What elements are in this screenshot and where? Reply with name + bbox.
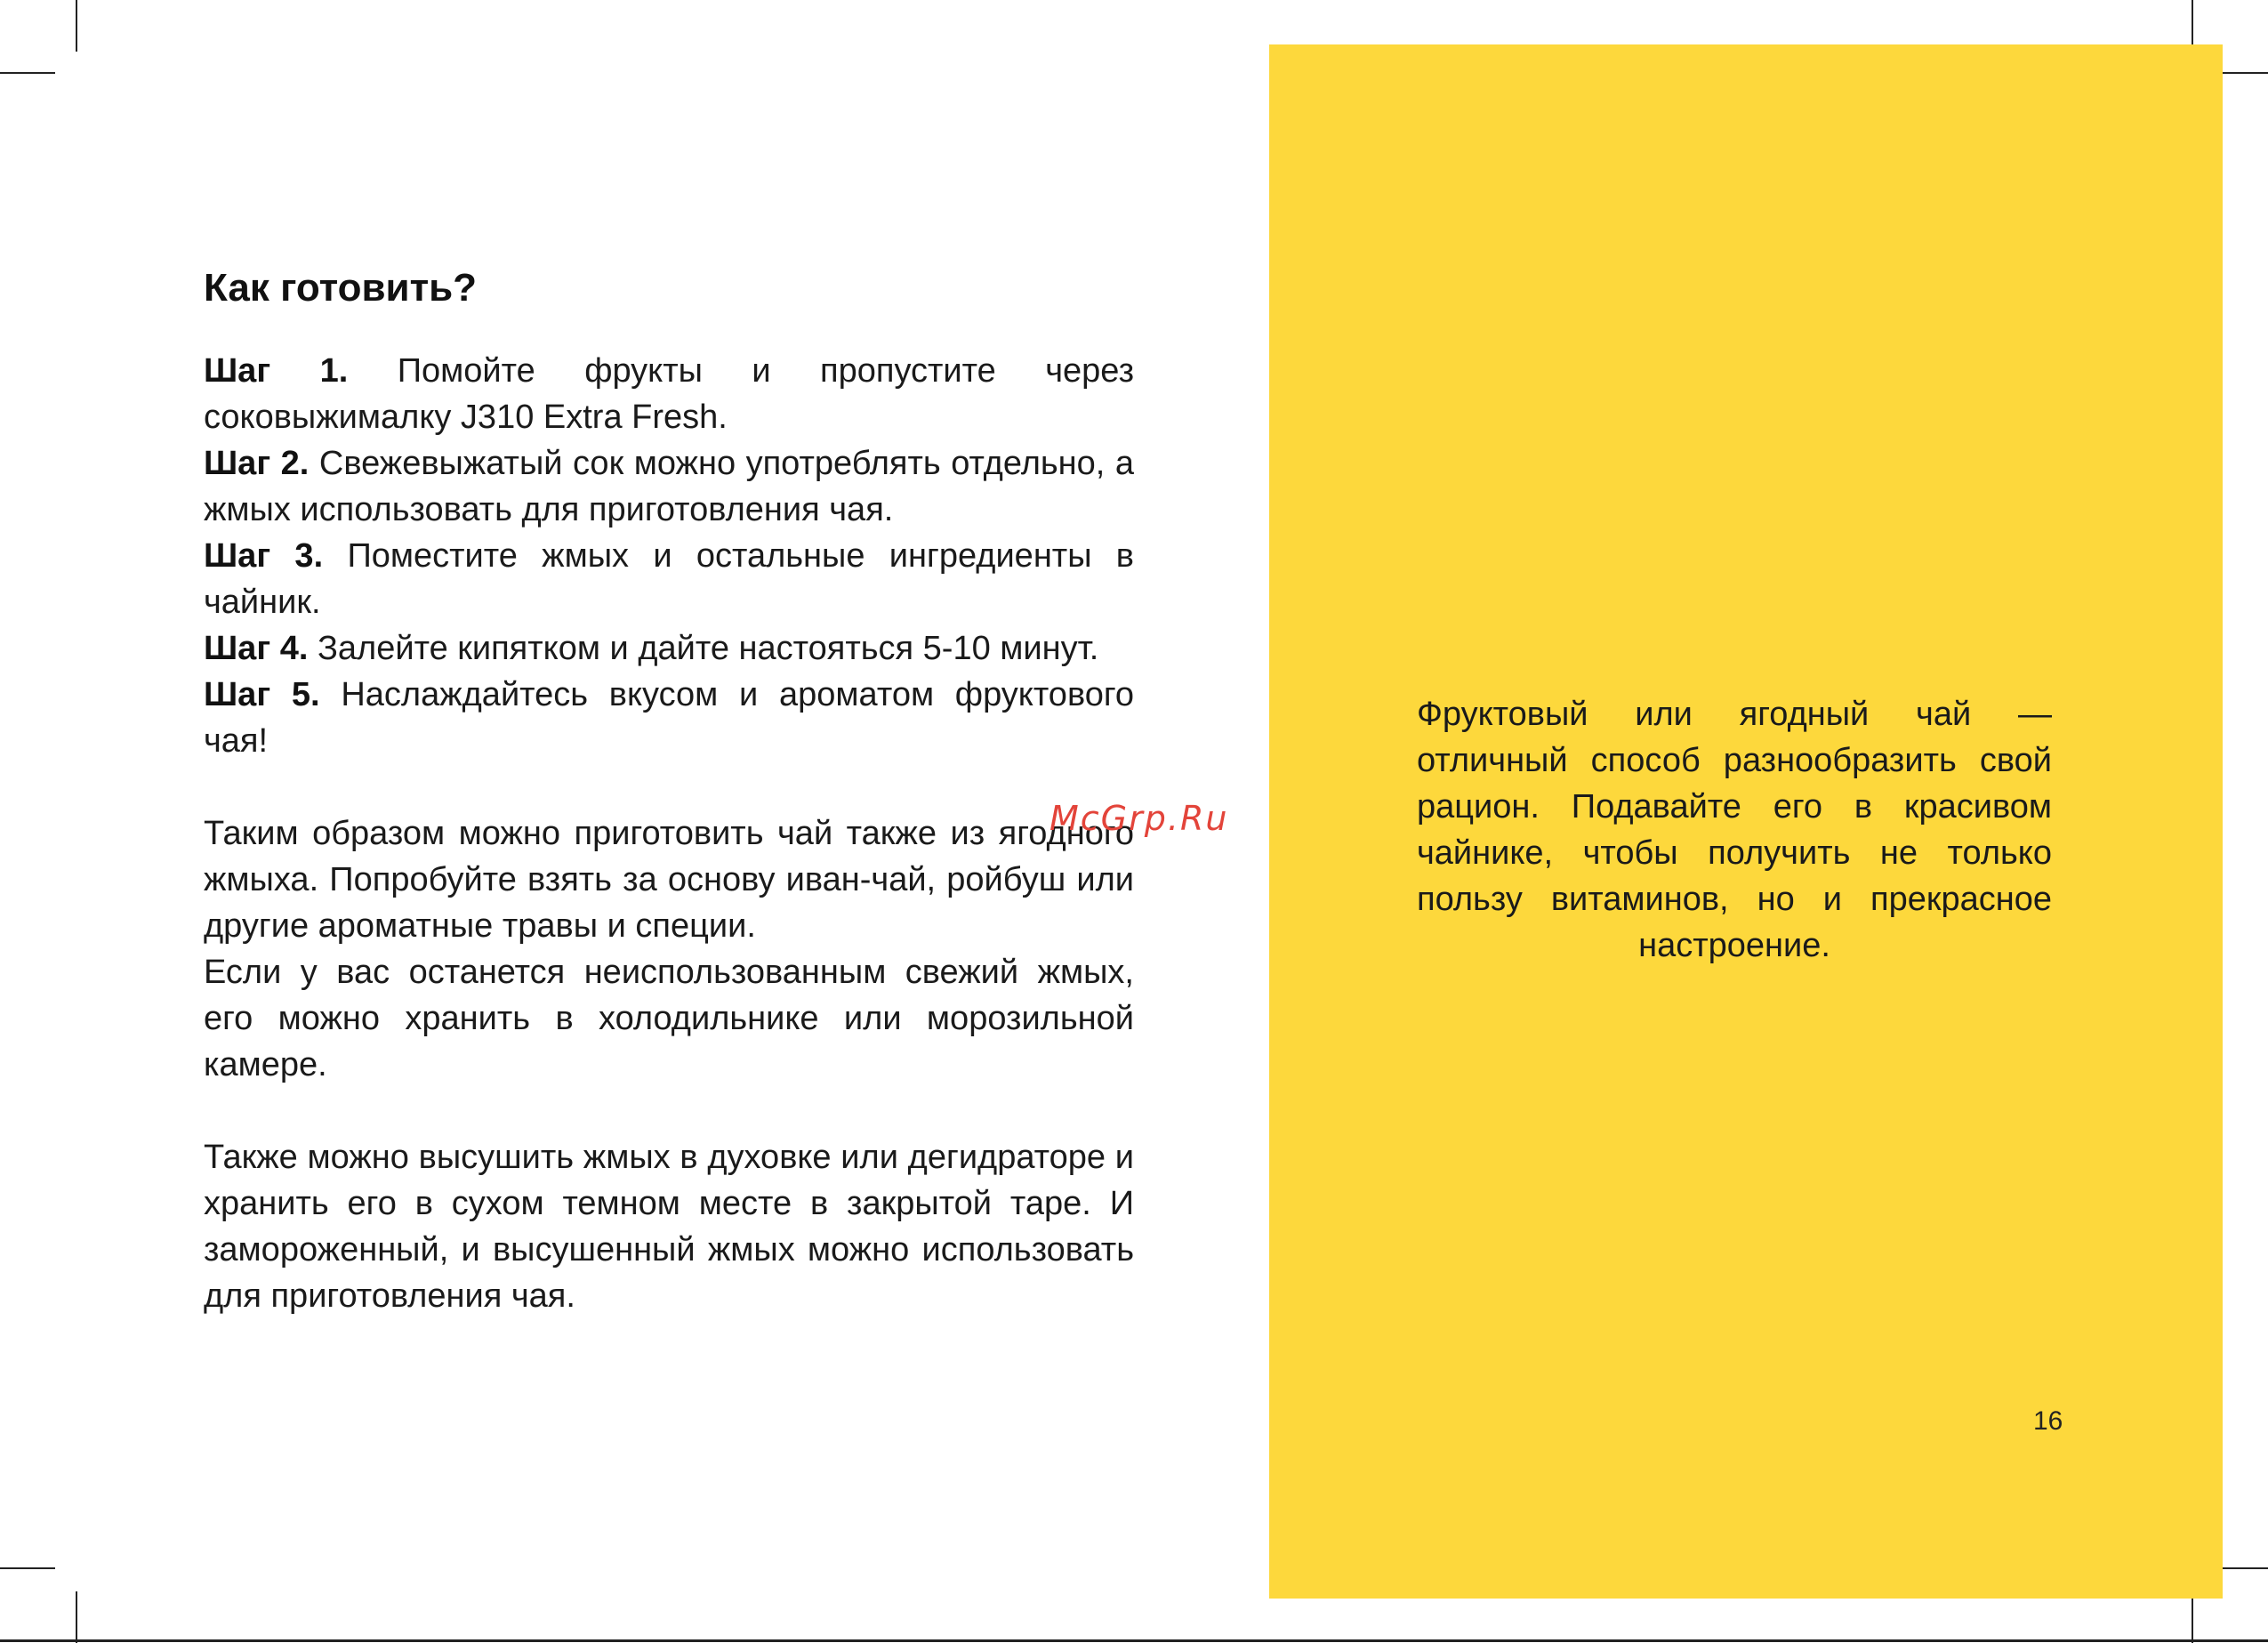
step-label: Шаг 4.: [204, 630, 309, 667]
quote-text: Фруктовый или ягодный чай — отличный способ разнообразить свой рацион. Подавайте его в красивом чайнике, чтобы получить не только пользу витаминов, но и прекрасное настроение.: [1417, 696, 2052, 964]
bottom-rule: [0, 1639, 2268, 1642]
paragraph-gap: [204, 1088, 1134, 1134]
step-text: Поместите жмых и остальные ингредиенты в чайник.: [204, 537, 1134, 621]
watermark: McGrp.Ru: [1050, 799, 1229, 838]
paragraph-storage: Если у вас останется неиспользованным свежий жмых, его можно хранить в холодильнике или морозильной камере.: [204, 954, 1134, 1083]
step-label: Шаг 5.: [204, 676, 320, 713]
step-4: [204, 625, 1134, 672]
crop-mark: [0, 1567, 55, 1569]
crop-mark: [76, 0, 77, 52]
crop-mark: [2192, 1591, 2193, 1643]
paragraph-drying: Также можно высушить жмых в духовке или дегидраторе и хранить его в сухом темном месте в закрытой таре. И замороженный, и высушенный жмых можно использовать для приготовления чая.: [204, 1139, 1134, 1315]
step-text: Наслаждайтесь вкусом и ароматом фруктового чая!: [204, 676, 1134, 760]
step-label: Шаг 1.: [204, 352, 349, 390]
paragraph-gap: [204, 764, 1134, 810]
step-1: [204, 348, 1134, 440]
step-label: Шаг 3.: [204, 537, 324, 575]
step-text: Залейте кипятком и дайте настояться 5-10 минут.: [317, 630, 1099, 667]
step-2: [204, 440, 1134, 533]
crop-mark: [76, 1591, 77, 1643]
crop-mark: [0, 72, 55, 74]
instructions-column: [204, 258, 1134, 1319]
page-heading: Как готовить?: [204, 266, 478, 310]
step-3: [204, 533, 1134, 625]
step-5: [204, 672, 1134, 764]
paragraph-alternatives: Таким образом можно приготовить чай также из ягодного жмыха. Попробуйте взять за основу иван-чай, ройбуш или другие ароматные травы и специи.: [204, 815, 1134, 945]
step-text: Помойте фрукты и пропустите через соковыжималку J310 Extra Fresh.: [204, 352, 1134, 436]
step-text: Свежевыжатый сок можно употреблять отдельно, а жмых использовать для приготовления чая.: [204, 445, 1134, 528]
page-number: 16: [2033, 1406, 2063, 1436]
step-label: Шаг 2.: [204, 445, 310, 482]
quote-block: [1417, 691, 2052, 969]
